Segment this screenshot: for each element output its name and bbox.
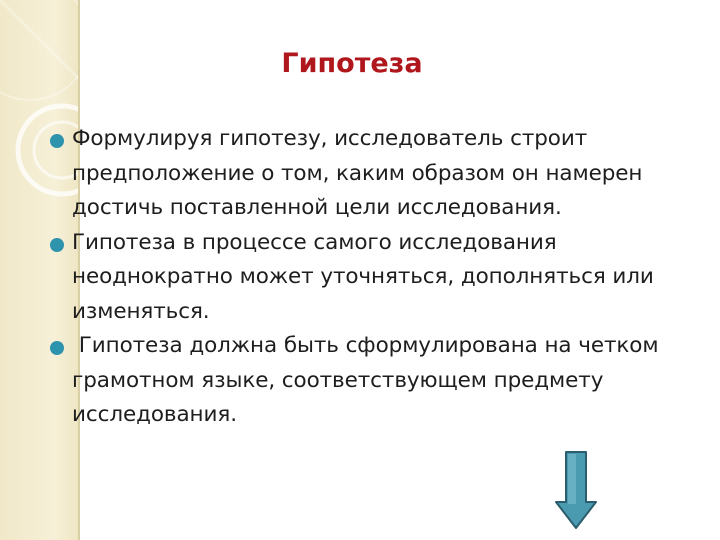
bullet-icon bbox=[50, 238, 64, 252]
arrow-down-icon[interactable] bbox=[554, 450, 598, 530]
bullet-icon bbox=[50, 134, 64, 148]
bullet-text: Гипотеза в процессе самого исследования неоднократно может уточняться, дополняться или изменяться. bbox=[72, 229, 654, 324]
bullet-item bbox=[50, 329, 690, 433]
bullet-item bbox=[50, 122, 690, 226]
bullet-icon bbox=[50, 341, 64, 355]
bullet-text: Формулируя гипотезу, исследователь строит предположение о том, каким образом он намерен достичь поставленной цели исследования. bbox=[72, 126, 643, 220]
bullet-text: Гипотеза должна быть сформулирована на четком грамотном языке, соответствующем предмету исследования. bbox=[72, 333, 666, 427]
bullet-list bbox=[50, 122, 690, 433]
slide-title: Гипотеза bbox=[281, 48, 423, 79]
bullet-item bbox=[50, 226, 690, 330]
